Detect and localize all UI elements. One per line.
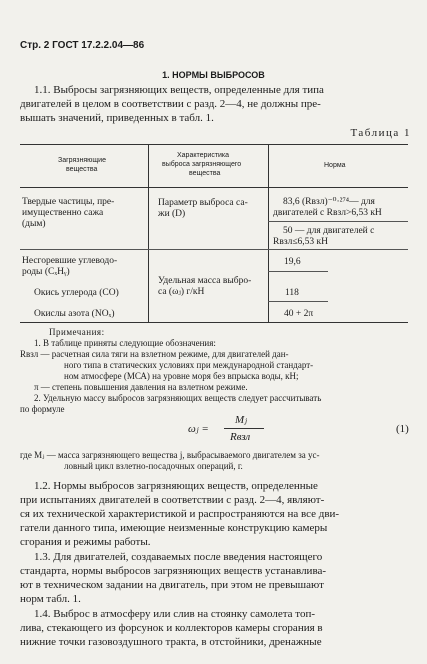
table-top-rule bbox=[20, 144, 408, 145]
td-solid-2: имущественно сажа bbox=[22, 208, 104, 218]
para-1-3-line-4: норм табл. 1. bbox=[20, 593, 81, 605]
table-bottom-rule bbox=[20, 322, 408, 323]
formula-numerator: Mⱼ bbox=[235, 414, 248, 426]
para-1-2-line-4: гатели данного типа, имеющие неизменные конструкцию камеры bbox=[20, 522, 328, 534]
para-1-2-line-2: при испытаниях двигателей в соответствии с разд. 2—4, являют- bbox=[20, 494, 325, 506]
where-line-1: где Mⱼ — масса загрязняющего вещества j, выбрасываемого двигателем за ус- bbox=[20, 450, 320, 460]
where-line-2: ловный цикл взлетно-посадочных операций, г. bbox=[64, 461, 243, 471]
th-char-1: Характеристика bbox=[177, 152, 230, 159]
hc-norm-rule bbox=[268, 271, 328, 272]
para-1-4-line-2: лива, стекающего из форсунок и коллекторов камеры сгорания в bbox=[20, 622, 323, 634]
td-hc-1: Несгоревшие углеводо- bbox=[22, 256, 118, 266]
th-char-3: вещества bbox=[189, 170, 221, 177]
td-solid-char-2: жи (D) bbox=[158, 209, 186, 219]
formula-denominator: Rвзл bbox=[230, 431, 251, 443]
table-header-rule bbox=[20, 187, 408, 188]
td-mass-char-2: са (ωⱼ) г/кН bbox=[158, 287, 205, 297]
th-norm: Норма bbox=[324, 162, 346, 169]
note-line-3: ного типа в статических условиях при международной стандарт- bbox=[64, 360, 314, 370]
para-1-4-line-1: 1.4. Выброс в атмосферу или слив на стоянку самолета топ- bbox=[34, 608, 316, 620]
norm-sub-rule bbox=[268, 221, 408, 222]
row-rule-col3 bbox=[268, 249, 408, 250]
para-1-2-line-3: ся их технической характеристикой и распространяются на все дви- bbox=[20, 508, 340, 520]
td-solid-norm-a-2: двигателей с Rвзл>6,53 кН bbox=[273, 208, 382, 218]
th-substance-1: Загрязняющие bbox=[58, 157, 106, 164]
th-substance-2: вещества bbox=[66, 166, 98, 173]
td-nox-norm: 40 + 2π bbox=[284, 309, 314, 319]
para-1-3-line-1: 1.3. Для двигателей, создаваемых после введения настоящего bbox=[34, 551, 323, 563]
page-header: Стр. 2 ГОСТ 17.2.2.04—86 bbox=[20, 40, 145, 51]
note-line-7: по формуле bbox=[20, 404, 65, 414]
td-hc-norm: 19,6 bbox=[284, 257, 301, 267]
para-1-2-line-5: сгорания и режимы работы. bbox=[20, 536, 151, 548]
formula-lhs: ωⱼ = bbox=[188, 423, 209, 435]
td-solid-3: (дым) bbox=[22, 219, 46, 229]
table-caption: Таблица 1 bbox=[350, 127, 411, 139]
td-solid-char-1: Параметр выброса са- bbox=[158, 198, 248, 208]
note-line-1: 1. В таблице приняты следующие обозначения: bbox=[34, 338, 216, 348]
td-solid-norm-b-1: 50 — для двигателей с bbox=[283, 226, 375, 236]
td-mass-char-1: Удельная масса выбро- bbox=[158, 276, 252, 286]
co-norm-rule bbox=[268, 301, 328, 302]
note-line-4: ном атмосфере (МСА) на уровне моря без впрыска воды, кН; bbox=[64, 371, 299, 381]
para-1-1-line-2: двигателей в целом в соответствии с разд. 2—4, не должны пре- bbox=[20, 98, 321, 110]
row-rule-col2 bbox=[148, 249, 268, 250]
note-line-5: π — степень повышения давления на взлетном режиме. bbox=[34, 382, 248, 392]
formula-fraction-bar bbox=[224, 428, 264, 429]
note-line-6: 2. Удельную массу выбросов загрязняющих веществ следует рассчитывать bbox=[34, 393, 322, 403]
td-solid-1: Твердые частицы, пре- bbox=[22, 197, 115, 207]
note-line-2: Rвзл — расчетная сила тяги на взлетном режиме, для двигателей дан- bbox=[20, 349, 289, 359]
formula-tag: (1) bbox=[396, 423, 409, 435]
para-1-1-line-1: 1.1. Выбросы загрязняющих веществ, определенные для типа bbox=[34, 84, 324, 96]
row-rule-col1 bbox=[20, 249, 148, 250]
para-1-1-line-3: вышать значений, приведенных в табл. 1. bbox=[20, 112, 214, 124]
td-solid-norm-a-1: 83,6 (Rвзл)⁻⁰·²⁷⁴— для bbox=[283, 197, 375, 207]
td-solid-norm-b-2: Rвзл≤6,53 кН bbox=[273, 237, 329, 247]
para-1-3-line-2: стандарта, нормы выбросов загрязняющих веществ устанавлива- bbox=[20, 565, 327, 577]
th-char-2: выброса загрязняющего bbox=[162, 161, 242, 168]
para-1-2-line-1: 1.2. Нормы выбросов загрязняющих веществ, определенные bbox=[34, 480, 318, 492]
para-1-4-line-3: нижние точки газовоздушного тракта, в отстойники, дренажные bbox=[20, 636, 322, 648]
td-co: Окись углерода (CO) bbox=[34, 288, 119, 298]
table-col-divider-2 bbox=[268, 144, 269, 322]
para-1-3-line-3: ют в техническом задании на двигатель, при этом не превышают bbox=[20, 579, 324, 591]
td-co-norm: 118 bbox=[285, 288, 299, 298]
notes-title: Примечания: bbox=[49, 327, 105, 337]
table-col-divider-1 bbox=[148, 144, 149, 322]
td-hc-2: роды (CₓHᵧ) bbox=[22, 267, 70, 277]
td-nox: Окислы азота (NOₓ) bbox=[34, 309, 115, 319]
section-title: 1. НОРМЫ ВЫБРОСОВ bbox=[162, 70, 265, 80]
